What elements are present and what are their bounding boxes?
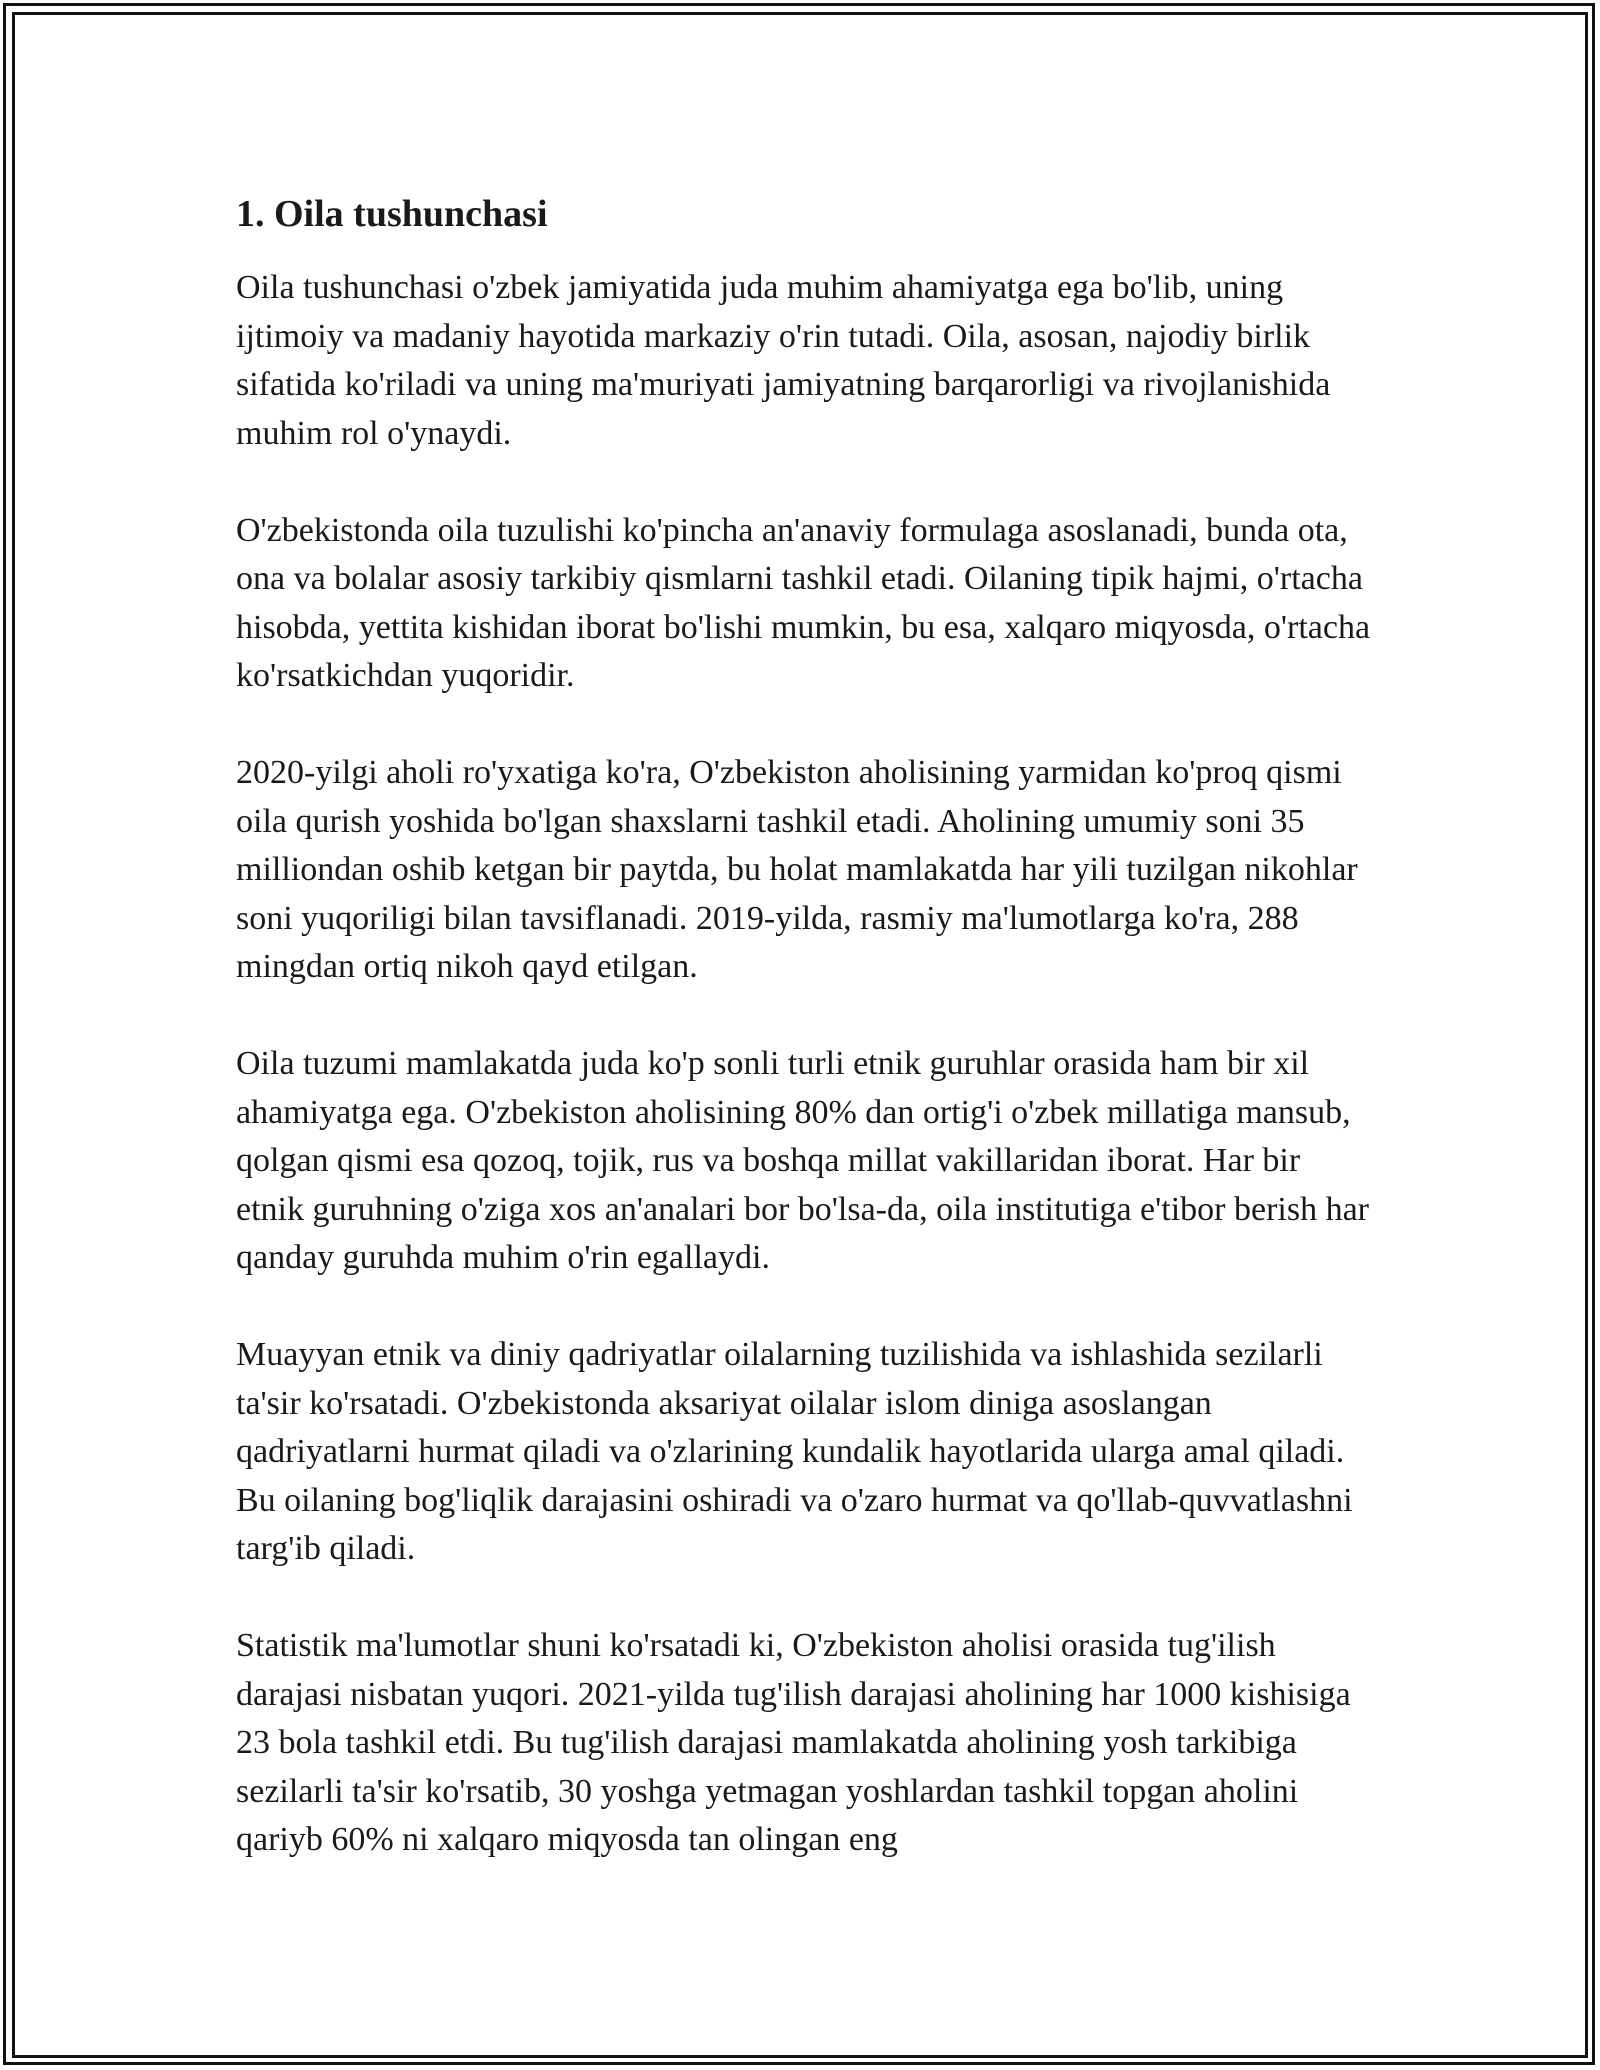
paragraph: Oila tuzumi mamlakatda juda ko'p sonli turli etnik guruhlar orasida ham bir xil ahamiyatga ega. O'zbekiston aholisining 80% dan ortig'i o'zbek millatiga mansub, qolgan qismi esa qozoq, tojik, rus va boshqa millat vakillaridan iborat. Har bir etnik guruhning o'ziga xos an'analari bor bo'lsa-da, oila institutiga e'tibor berish har qanday guruhda muhim o'rin egallaydi. [236, 1045, 1369, 1276]
paragraph: 2020-yilgi aholi ro'yxatiga ko'ra, O'zbekiston aholisining yarmidan ko'proq qismi oila qurish yoshida bo'lgan shaxslarni tashkil etadi. Aholining umumiy soni 35 milliondan oshib ketgan bir paytda, bu holat mamlakatda har yili tuzilgan nikohlar soni yuqoriligi bilan tavsiflanadi. 2019-yilda, rasmiy ma'lumotlarga ko'ra, 288 mingdan ortiq nikoh qayd etilgan. [236, 754, 1358, 985]
document-body [236, 186, 1376, 1865]
paragraph: O'zbekistonda oila tuzulishi ko'pincha an'anaviy formulaga asoslanadi, bunda ota, ona va bolalar asosiy tarkibiy qismlarni tashkil etadi. Oilaning tipik hajmi, o'rtacha hisobda, yettita kishidan iborat bo'lishi mumkin, bu esa, xalqaro miqyosda, o'rtacha ko'rsatkichdan yuqoridir. [236, 511, 1371, 694]
paragraph: Oila tushunchasi o'zbek jamiyatida juda muhim ahamiyatga ega bo'lib, uning ijtimoiy va madaniy hayotida markaziy o'rin tutadi. Oila, asosan, najodiy birlik sifatida ko'riladi va uning ma'muriyati jamiyatning barqarorligi va rivojlanishida muhim rol o'ynaydi. [236, 269, 1331, 452]
paragraph: Muayyan etnik va diniy qadriyatlar oilalarning tuzilishida va ishlashida sezilarli ta'sir ko'rsatadi. O'zbekistonda aksariyat oilalar islom diniga asoslangan qadriyatlarni hurmat qiladi va o'zlarining kundalik hayotlarida ularga amal qiladi. Bu oilaning bog'liqlik darajasini oshiradi va o'zaro hurmat va qo'llab-quvvatlashni targ'ib qiladi. [236, 1336, 1353, 1567]
section-title: 1. Oila tushunchasi [236, 193, 548, 235]
paragraph: Statistik ma'lumotlar shuni ko'rsatadi ki, O'zbekiston aholisi orasida tug'ilish darajasi nisbatan yuqori. 2021-yilda tug'ilish darajasi aholining har 1000 kishisiga 23 bola tashkil etdi. Bu tug'ilish darajasi mamlakatda aholining yosh tarkibiga sezilarli ta'sir ko'rsatib, 30 yoshga yetmagan yoshlardan tashkil topgan aholini qariyb 60% ni xalqaro miqyosda tan olingan eng [236, 1627, 1351, 1858]
